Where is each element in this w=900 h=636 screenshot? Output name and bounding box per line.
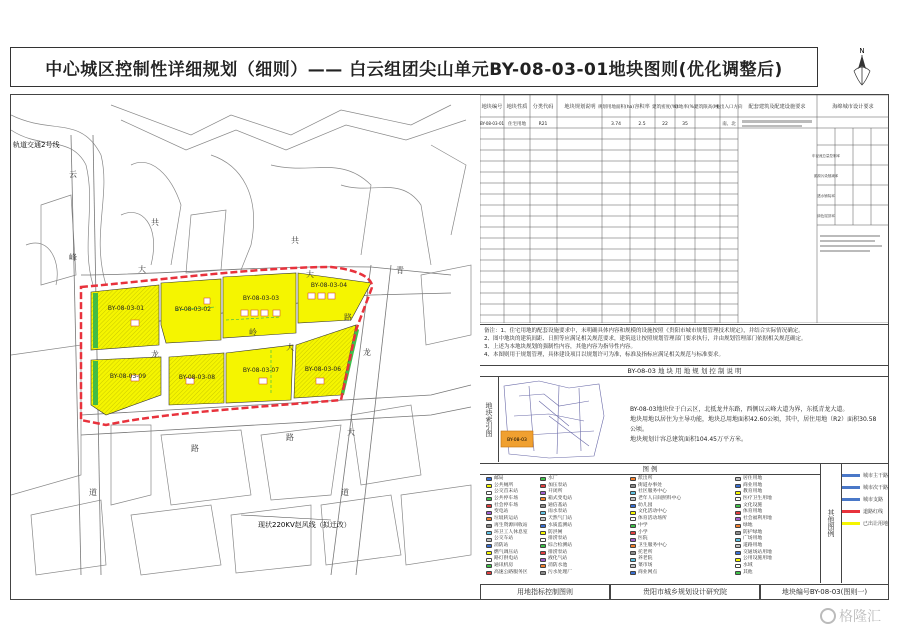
legend-symbol-icon (630, 504, 636, 508)
legend-label: 开闭所 (548, 489, 563, 495)
legend-item (735, 543, 772, 550)
legend-item (540, 556, 572, 563)
power-line-label: 现状220KV赵风线（拟迁改） (258, 521, 351, 529)
legend-label: 养老院 (638, 556, 653, 562)
other-legend-item: 道路红线 (842, 506, 888, 518)
col-header: 绿地率(%) (674, 105, 696, 110)
road-char: 大 (286, 343, 294, 352)
road-char: 岭 (249, 328, 257, 337)
legend-label: 体育活动场所 (638, 516, 667, 522)
legend-label: 教育用地 (743, 489, 763, 495)
legend-col-2 (540, 476, 572, 576)
road-char: 云 (69, 170, 77, 179)
legend-symbol-icon (630, 558, 636, 562)
legend-title: 图 例 (480, 464, 820, 475)
legend-label: 邮局 (494, 476, 504, 481)
legend-item (630, 570, 681, 577)
legend-label: 公共停车场 (494, 496, 518, 502)
legend-item (540, 536, 572, 543)
legend-label: 路灯供电站 (494, 556, 518, 562)
legend-label: 综合检测站 (548, 542, 572, 548)
legend-label: 商业网点 (638, 569, 658, 575)
legend-label: 公交首末站 (494, 489, 518, 495)
plot-map (11, 95, 476, 583)
legend-symbol-icon (735, 477, 741, 481)
legend-symbol-icon (735, 531, 741, 535)
cell: 35 (682, 122, 688, 127)
legend-item (540, 563, 572, 570)
legend-symbol-icon (486, 491, 492, 495)
legend-label: 绿地 (743, 522, 753, 528)
legend-item (486, 523, 528, 530)
legend-item (486, 563, 528, 570)
legend-label: 消防站 (494, 542, 509, 548)
col-header: 地块性质 (506, 104, 528, 110)
note-line: 4、本图则用于规划管理，具体建设项目以规划许可为准，标准及指标应满足相关规范与标准要求。 (484, 352, 725, 358)
other-legend (842, 470, 888, 530)
legend-item (540, 543, 572, 550)
sponge-header: 年径流总量控制率 (812, 154, 840, 158)
legend-label: 街道办事处 (638, 482, 662, 488)
legend-label: 幼儿园 (638, 502, 653, 508)
legend-item (486, 516, 528, 523)
cell: 南、北 (722, 122, 736, 127)
legend-label: 托老所 (638, 549, 653, 555)
cell: 22 (662, 122, 668, 127)
legend-symbol-icon (735, 538, 741, 542)
legend-item (486, 543, 528, 550)
legend-label: 通信基站 (548, 502, 568, 508)
legend-item (630, 556, 681, 563)
legend-symbol-icon (630, 484, 636, 488)
legend-symbol-icon (486, 484, 492, 488)
cell: R21 (538, 122, 548, 127)
legend-label: 通讯机房 (494, 562, 514, 568)
legend-item (486, 536, 528, 543)
legend-label: 公共厕所 (494, 482, 514, 488)
legend-col-4 (735, 476, 772, 576)
legend-symbol-icon (486, 511, 492, 515)
road-char: 龙 (363, 348, 371, 357)
legend-symbol-icon (630, 511, 636, 515)
footer-bar (480, 584, 889, 600)
sponge-header: 面源污染削减率 (813, 174, 839, 178)
road-char: 路 (344, 313, 352, 322)
legend-item (630, 536, 681, 543)
legend-item (540, 476, 572, 483)
legend-col-1 (486, 476, 528, 576)
plot-by-08-03-03 (223, 273, 296, 338)
legend-symbol-icon (735, 504, 741, 508)
legend-symbol-icon (735, 564, 741, 568)
legend-item (735, 563, 772, 570)
plot-label-06: BY-08-03-06 (304, 366, 342, 373)
road-char: 共 (151, 218, 159, 227)
legend-symbol-icon (540, 504, 546, 508)
plot-label-08: BY-08-03-08 (178, 374, 216, 381)
legend-label: 雨水泵站 (548, 509, 568, 515)
description-header: BY-08-03 地 块 用 地 规 划 控 制 说 明 (480, 365, 889, 377)
col-header: 建筑密度(%) (652, 105, 678, 110)
legend-label: 排涝泵站 (548, 549, 568, 555)
legend-symbol-icon (735, 497, 741, 501)
legend-symbol-icon (486, 538, 492, 542)
index-map-label: 地块索引图 (480, 376, 499, 462)
legend-label: 居住用地 (743, 476, 763, 481)
legend-symbol-icon (540, 484, 546, 488)
legend-symbol-icon (540, 517, 546, 521)
legend-item (486, 496, 528, 503)
plot-label-01: BY-08-03-01 (107, 305, 145, 312)
legend-symbol-icon (630, 491, 636, 495)
road-char: 大 (138, 265, 146, 274)
plot-label-07: BY-08-03-07 (242, 367, 280, 374)
road-char: 道 (89, 488, 97, 497)
legend-label: 天然气门站 (548, 516, 572, 522)
other-legend-item: 城市次干路 (842, 482, 888, 494)
legend-label: 燃气调压站 (494, 549, 518, 555)
description-text: BY-08-03地块位于白云区，北抵龙井东路，西侧以云峰大道为界，东抵青龙大道。 地块用地以居住为主导功能，地块总用地面积42.60公顷，其中，居住用地（R2）面积30.58公顷。 地块规划计容总建筑面积104.45万平方米。 (630, 406, 877, 443)
legend-label: 商业用地 (743, 482, 763, 488)
legend-symbol-icon (540, 558, 546, 562)
legend-symbol-icon (540, 491, 546, 495)
legend-label: 文化设施 (743, 502, 763, 508)
col-header: 规划用地面积(ha) (597, 105, 635, 110)
legend-label: 菜市场 (638, 562, 653, 568)
legend-label: 派出所 (638, 476, 653, 481)
legend-label: 社区服务中心 (638, 489, 667, 495)
legend-symbol-icon (540, 564, 546, 568)
notes-block (480, 324, 889, 364)
index-map (499, 376, 609, 462)
rail-line-label: 轨道交通2号线 (13, 141, 60, 149)
legend-label: 箱式变电站 (548, 496, 572, 502)
road-char: 大 (306, 270, 314, 279)
col-header: 海绵城市设计要求 (832, 104, 874, 110)
legend-symbol-icon (486, 544, 492, 548)
legend-symbol-icon (486, 571, 492, 575)
legend-symbol-icon (486, 524, 492, 528)
index-plot-label: BY-08-03 (507, 438, 527, 443)
col-header: 建筑限高(M) (694, 105, 720, 110)
legend-label: 社会停车场 (494, 502, 518, 508)
legend-label: 环卫工人休息室 (494, 529, 528, 535)
legend-item (630, 563, 681, 570)
road-char: 青 (396, 266, 404, 275)
legend-item (630, 496, 681, 503)
other-legend-item: 城市主干路 (842, 470, 888, 482)
road-char: 龙 (151, 350, 159, 359)
legend-symbol-icon (486, 551, 492, 555)
legend-label: 消防水池 (548, 562, 568, 568)
col-header: 地块编号 (481, 104, 503, 110)
legend-label: 垃圾转运站 (494, 516, 518, 522)
legend-label: 广场用地 (743, 536, 763, 542)
legend-label: 加压泵站 (548, 482, 568, 488)
legend-label: 再生资源回收站 (494, 522, 528, 528)
north-label: N (859, 47, 865, 55)
legend-symbol-icon (735, 571, 741, 575)
legend-label: 医院 (638, 536, 648, 542)
legend-label: 道路用地 (743, 542, 763, 548)
legend-symbol-icon (735, 558, 741, 562)
col-header: 地块规划说明 (564, 104, 596, 110)
legend-item (630, 476, 681, 483)
legend-label: 液化气站 (548, 556, 568, 562)
plot-label-04: BY-08-03-04 (310, 282, 348, 289)
legend-symbol-icon (630, 531, 636, 535)
other-legend-item: 城市支路 (842, 494, 888, 506)
plot-label-03: BY-08-03-03 (242, 295, 280, 302)
legend-symbol-icon (735, 524, 741, 528)
legend-symbol-icon (735, 511, 741, 515)
legend-item (630, 523, 681, 530)
map-svg (11, 95, 476, 583)
legend-item (735, 476, 772, 483)
legend-symbol-icon (540, 497, 546, 501)
note-line: 备注：1、住宅用地的配套设施要求中，未明确具体内容和规模的设施按照《贵阳市城市规划管理技术规定》，并结合实际情况确定。 (484, 328, 804, 334)
cell: BY-08-03-01 (480, 121, 505, 126)
legend-symbol-icon (630, 551, 636, 555)
legend-symbol-icon (630, 538, 636, 542)
other-legend-label: 其他图例 (820, 463, 842, 583)
legend-label: 公交车站 (494, 536, 514, 542)
legend-label: 老年人日间照料中心 (638, 496, 682, 502)
legend-symbol-icon (735, 484, 741, 488)
line-symbol-icon (842, 474, 860, 477)
legend-item (735, 496, 772, 503)
legend-label: 水厂 (548, 476, 558, 481)
legend-symbol-icon (540, 511, 546, 515)
legend-label: 变电站 (494, 509, 509, 515)
legend-symbol-icon (540, 538, 546, 542)
legend-label: 中学 (638, 522, 648, 528)
legend-symbol-icon (540, 544, 546, 548)
legend-symbol-icon (630, 571, 636, 575)
legend-label: 水域 (743, 562, 753, 568)
legend-label: 防洪闸 (548, 529, 563, 535)
line-symbol-icon (842, 522, 860, 525)
other-legend-item: 已出让用地 (842, 518, 888, 530)
legend-label: 文化活动中心 (638, 509, 667, 515)
cell: 3.74 (610, 122, 622, 127)
legend-label: 交通场站用地 (743, 549, 772, 555)
legend-symbol-icon (486, 564, 492, 568)
legend-symbol-icon (630, 544, 636, 548)
legend-item (486, 570, 528, 577)
plot-label-09: BY-08-03-09 (109, 373, 147, 380)
map-title: 中心城区控制性详细规划（细则）—— 白云组团尖山单元BY-08-03-01地块图则(优化调整后) (10, 47, 818, 87)
sponge-header: 透水铺装率 (817, 194, 835, 198)
legend-col-3 (630, 476, 681, 576)
legend-symbol-icon (735, 544, 741, 548)
cell: 2.5 (638, 122, 646, 127)
legend-symbol-icon (486, 477, 492, 481)
cell: 住宅用地 (508, 122, 526, 127)
legend-symbol-icon (630, 564, 636, 568)
legend-item (735, 570, 772, 577)
watermark-logo-icon (820, 608, 836, 624)
legend-label: 体育用地 (743, 509, 763, 515)
watermark: 格隆汇 (820, 606, 881, 626)
road-char: 大 (347, 428, 355, 437)
col-header: 容积率 (634, 104, 650, 110)
road-char: 峰 (69, 253, 77, 262)
road-network (11, 105, 471, 575)
line-symbol-icon (842, 486, 860, 489)
col-header: 主出入口方向 (715, 105, 743, 110)
legend-item (486, 476, 528, 483)
legend-symbol-icon (540, 551, 546, 555)
legend-symbol-icon (486, 497, 492, 501)
empty-rows (480, 139, 738, 315)
legend-label: 医疗卫生用地 (743, 496, 772, 502)
sponge-header: 绿色屋顶率 (817, 214, 835, 218)
legend-item (735, 556, 772, 563)
legend-symbol-icon (486, 504, 492, 508)
legend-label: 污水处理厂 (548, 569, 572, 575)
legend-symbol-icon (735, 551, 741, 555)
legend-symbol-icon (540, 524, 546, 528)
legend-item (630, 543, 681, 550)
legend-item (630, 516, 681, 523)
legend-symbol-icon (735, 517, 741, 521)
road-char: 路 (286, 433, 294, 442)
legend-symbol-icon (486, 517, 492, 521)
legend-symbol-icon (486, 558, 492, 562)
footer-cell: 用地指标控制图则 (480, 584, 610, 600)
legend-item (540, 496, 572, 503)
line-symbol-icon (842, 498, 860, 501)
legend-label: 水质监测站 (548, 522, 572, 528)
legend-item (540, 570, 572, 577)
legend-item (735, 516, 772, 523)
legend-item (735, 523, 772, 530)
legend-label: 卫生服务中心 (638, 542, 667, 548)
legend-item (735, 536, 772, 543)
legend-label: 防护绿地 (743, 529, 763, 535)
col-header: 分类代码 (532, 104, 554, 110)
legend-symbol-icon (486, 531, 492, 535)
legend-symbol-icon (630, 477, 636, 481)
legend-item (540, 516, 572, 523)
road-char: 共 (291, 236, 299, 245)
legend-label: 排涝泵站 (548, 536, 568, 542)
legend-item (540, 523, 572, 530)
legend-symbol-icon (735, 491, 741, 495)
north-arrow-icon (842, 45, 882, 89)
road-char: 路 (191, 444, 199, 453)
footer-cell: 地块编号BY-08-03(图则一) (760, 584, 889, 600)
plot-label-02: BY-08-03-02 (174, 306, 212, 313)
note-line: 2、图中地块的建筑间距、日照等应满足相关规范要求，建筑退让按照规划管理部门要求执行，并由规划管理部门依据相关规范确定。 (484, 336, 807, 342)
control-indicator-table (480, 95, 889, 323)
legend-symbol-icon (630, 524, 636, 528)
legend-label: 其他 (743, 569, 753, 575)
line-symbol-icon (842, 510, 860, 513)
legend-label: 社会福利用地 (743, 516, 772, 522)
legend-label: 公用设施用地 (743, 556, 772, 562)
legend-symbol-icon (630, 517, 636, 521)
legend-symbol-icon (630, 497, 636, 501)
footer-cell: 贵阳市城乡规划设计研究院 (610, 584, 760, 600)
note-line: 3、上述为本地块规划的强制性内容，其他内容为指导性内容。 (484, 344, 637, 350)
legend-label: 高速公路服务区 (494, 569, 528, 575)
plot-by-08-03-07 (226, 345, 293, 403)
col-header: 配套建筑及配建设施要求 (748, 104, 806, 110)
road-char: 道 (341, 488, 349, 497)
legend-symbol-icon (540, 477, 546, 481)
legend-symbol-icon (540, 531, 546, 535)
legend-label: 小学 (638, 529, 648, 535)
legend-symbol-icon (540, 571, 546, 575)
legend-item (486, 556, 528, 563)
